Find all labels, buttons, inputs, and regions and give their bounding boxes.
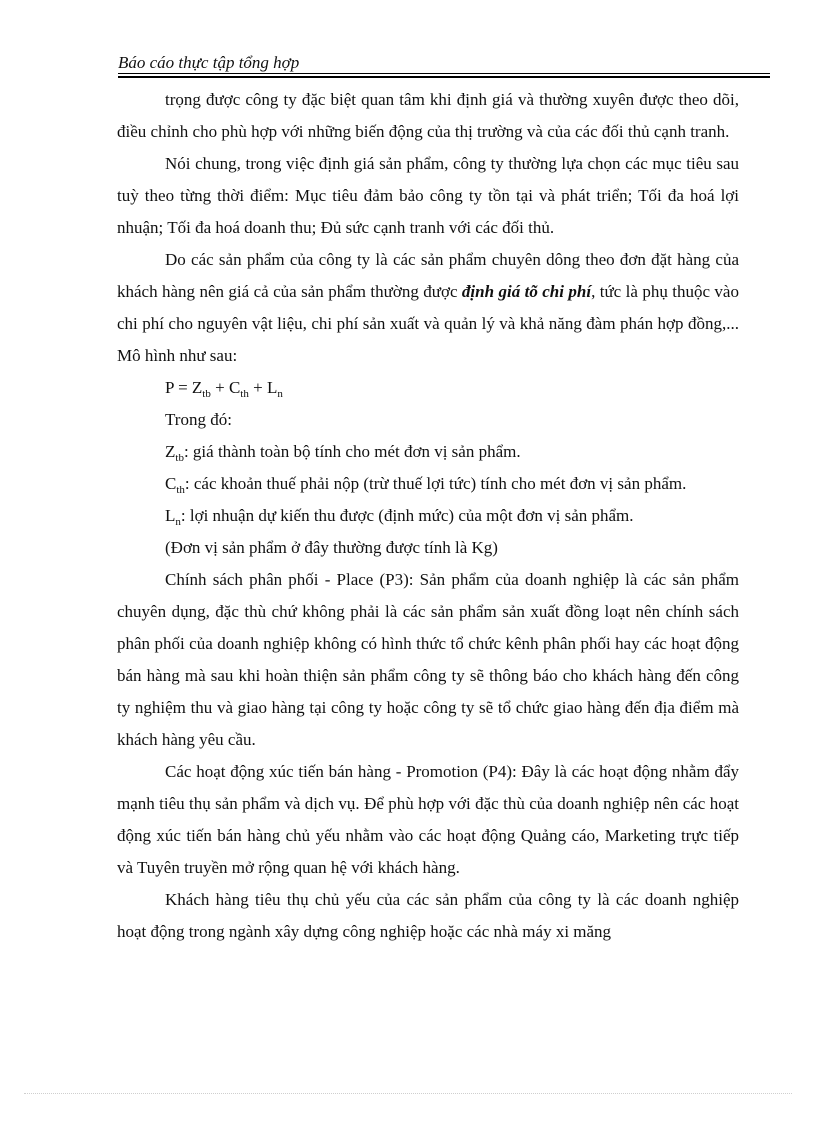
def-l-text: : lợi nhuận dự kiến thu được (định mức) của một đơn vị sản phẩm. <box>180 506 634 525</box>
def-l-symbol: L <box>165 506 176 525</box>
formula-plus-l: + L <box>248 378 278 397</box>
def-z-symbol: Z <box>165 442 176 461</box>
paragraph-promotion: Các hoạt động xúc tiến bán hàng - Promotion (P4): Đây là các hoạt động nhằm đẩy mạnh tiêu thụ sản phẩm và dịch vụ. Để phù hợp với đặc thù của doanh nghiệp nên các hoạt động xúc tiến bán hàng chủ yếu nhằm vào các hoạt động Quảng cáo, Marketing trực tiếp và Tuyên truyền mở rộng quan hệ với khách hàng. <box>117 762 739 877</box>
def-z-sub: tb <box>175 452 184 464</box>
document-body <box>117 84 739 948</box>
paragraph-pricing-objectives: Nói chung, trong việc định giá sản phẩm, công ty thường lựa chọn các mục tiêu sau tuỳ theo từng thời điểm: Mục tiêu đảm bảo công ty tồn tại và phát triển; Tối đa hoá lợi nhuận; Tối đa hoá doanh thu; Đủ sức cạnh tranh với các đối thủ. <box>117 154 739 237</box>
unit-note: (Đơn vị sản phẩm ở đây thường được tính là Kg) <box>165 538 498 557</box>
paragraph-customers: Khách hàng tiêu thụ chủ yếu của các sản phẩm của công ty là các doanh nghiệp hoạt động trong ngành xây dựng công nghiệp hoặc các nhà máy xi măng <box>117 890 739 941</box>
formula-plus-c: + C <box>210 378 241 397</box>
def-c-text: : các khoản thuế phải nộp (trừ thuế lợi tức) tính cho mét đơn vị sản phẩm. <box>184 474 687 493</box>
def-l-sub: n <box>175 516 181 528</box>
def-c-symbol: C <box>165 474 177 493</box>
header-rule <box>118 73 770 74</box>
formula-sub-tb: tb <box>202 388 211 400</box>
definition-l <box>117 500 739 532</box>
paragraph-pricing-continuation: trọng được công ty đặc biệt quan tâm khi định giá và thường xuyên được theo dõi, điều chỉnh cho phù hợp với những biến động của thị trường và của các đối thủ cạnh tranh. <box>117 90 739 141</box>
formula-sub-n: n <box>277 388 283 400</box>
def-z-text: : giá thành toàn bộ tính cho mét đơn vị sản phẩm. <box>183 442 521 461</box>
footer-dotted-rule <box>24 1093 792 1094</box>
cost-pricing-text-end: , tức là phụ thuộc vào chi phí cho nguyên vật liệu, chi phí sản xuất và quản lý và khả năng đàm phán hợp đồng,... Mô hình như sau: <box>117 282 739 365</box>
formula-lhs: P = Z <box>165 378 203 397</box>
formula-sub-th: th <box>240 388 249 400</box>
header-rule-thick <box>118 76 770 78</box>
definition-z <box>117 436 739 468</box>
header-title: Báo cáo thực tập tổng hợp <box>118 53 300 72</box>
where-label: Trong đó: <box>165 410 232 429</box>
cost-pricing-text-start: Do các sản phẩm của công ty là các sản phẩm chuyên dông theo đơn đặt hàng của khách hàng nên giá cả của sản phẩm thường được <box>117 250 739 301</box>
paragraph-cost-based-pricing <box>117 244 739 372</box>
def-c-sub: th <box>176 484 185 496</box>
cost-pricing-emphasis: định giá tõ chi phí <box>461 282 592 301</box>
pricing-formula <box>117 372 739 404</box>
page-header <box>118 52 770 76</box>
definition-c <box>117 468 739 500</box>
paragraph-place-policy: Chính sách phân phối - Place (P3): Sản phẩm của doanh nghiệp là các sản phẩm chuyên dụng, đặc thù chứ không phải là các sản phẩm sản xuất đồng loạt nên chính sách phân phối của doanh nghiệp không có hình thức tổ chức kênh phân phối hay các hoạt động bán hàng mà sau khi hoàn thiện sản phẩm công ty sẽ thông báo cho khách hàng đến công ty nghiệm thu và giao hàng tại công ty hoặc công ty sẽ tổ chức giao hàng đến địa điểm mà khách hàng yêu cầu. <box>117 570 739 749</box>
